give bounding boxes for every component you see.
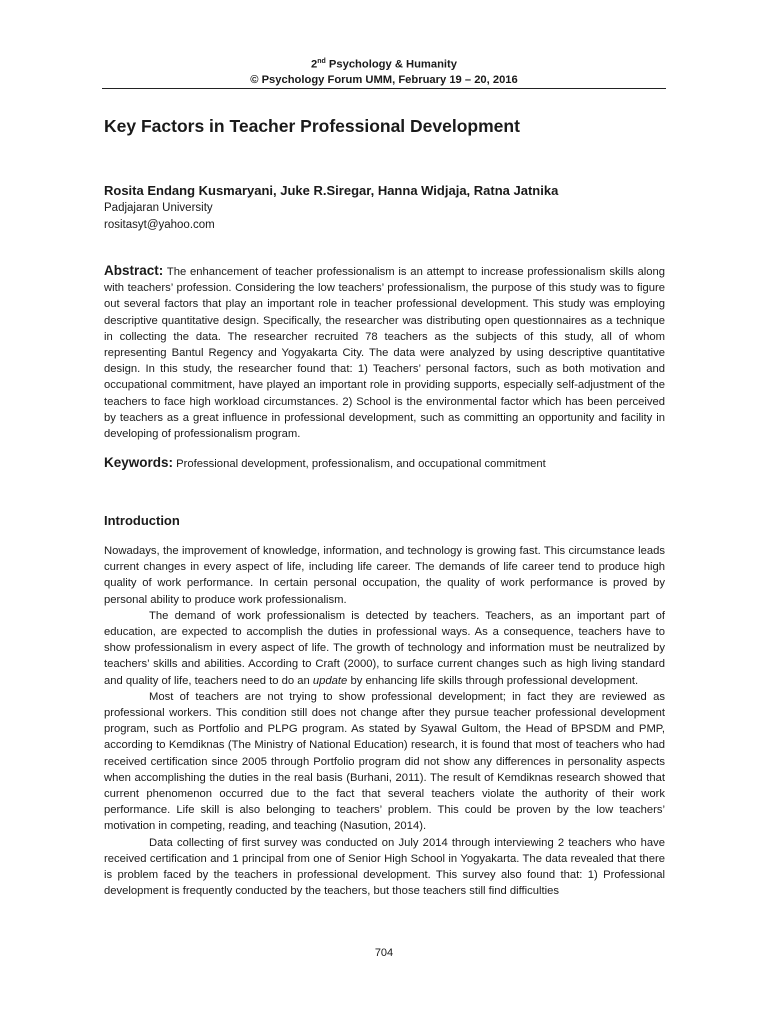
conference-header	[102, 54, 666, 88]
affiliation: Padjajaran University	[104, 202, 213, 214]
author-list: Rosita Endang Kusmaryani, Juke R.Siregar, Hanna Widjaja, Ratna Jatnika	[104, 183, 559, 198]
keywords-label: Keywords:	[104, 455, 174, 470]
page-number: 704	[374, 947, 394, 959]
paragraph: The demand of work professionalism is detected by teachers. Teachers, as an important part of education, are expected to accomplish the duties in professional ways. As a consequence, teachers have to show professionalism in every aspect of life. The growth of technology and information must be neutralized by teachers’ skills and abilities. According to Craft (2000), to surface current changes such as high living standard and quality of life, teachers need to do an update by enhancing life skills through professional development.	[104, 609, 665, 687]
abstract	[104, 263, 665, 442]
paper-title: Key Factors in Teacher Professional Development	[104, 116, 520, 136]
introduction-body	[104, 543, 665, 899]
keywords-text: Professional development, professionalism, and occupational commitment	[176, 458, 546, 470]
conference-name: 2nd Psychology & Humanity	[311, 58, 457, 71]
conference-details: © Psychology Forum UMM, February 19 – 20, 2016	[250, 73, 518, 86]
section-heading-introduction: Introduction	[104, 513, 180, 528]
author-affiliation-block	[104, 200, 215, 234]
paragraph: Data collecting of first survey was conducted on July 2014 through interviewing 2 teachers who have received certification and 1 principal from one of Senior High School in Yogyakarta. The data revealed that there is problem faced by the teachers in professional development. This survey also found that: 1) Professional development is frequently conducted by the teachers, but those teachers still find difficulties	[104, 836, 665, 898]
paragraph: Most of teachers are not trying to show professional development; in fact they are reviewed as professional workers. This condition still does not change after they pursue teacher professional development program, such as Portfolio and PLPG program. As stated by Syawal Gultom, the Head of BPSDM and PMP, according to Kemdiknas (The Ministry of National Education) research, it is found that most of teachers who had received certification since 2005 through Portfolio program did not show any differences in personality aspects when accomplishing the duties in the real basis (Burhani, 2011). The result of Kemdiknas research showed that current phenomenon occurred due to the fact that several teachers violate the authority of their work performance. Life skill is also belonging to teachers’ problem. This could be proven by the low teachers’ motivation in competing, reading, and teaching (Nasution, 2014).	[104, 690, 665, 833]
header-divider	[102, 88, 666, 89]
abstract-label: Abstract:	[104, 263, 164, 278]
author-email: rositasyt@yahoo.com	[104, 219, 215, 231]
keywords	[104, 455, 665, 470]
paragraph: Nowadays, the improvement of knowledge, information, and technology is growing fast. This circumstance leads current changes in every aspect of life, including life career. The demands of life career tend to produce high quality of work performance. In certain personal occupation, the quality of work performance is proved by personal ability to produce work professionalism.	[104, 545, 665, 606]
abstract-text: The enhancement of teacher professionalism is an attempt to increase professionalism skills along with teachers’ profession. Considering the low teachers’ professionalism, the purpose of this study was to figure out several factors that play an important role in teacher professional development. This study was employing descriptive quantitative design. Specifically, the researcher was distributing open questionnaires as a technique in collecting the data. The researcher recruited 78 teachers as the subjects of this study, all of whom representing Bantul Regency and Yogyakarta City. The data were analyzed by using descriptive quantitative design. In this study, the researcher found that: 1) Teachers’ personal factors, such as both motivation and occupational commitment, have played an important role in providing supports, especially self-adjustment of the teachers to face high workload circumstances. 2) School is the environmental factor which has been perceived by teachers as a great influence in professional development, such as committing an opportunity and facility in developing of professionalism program.	[104, 266, 665, 441]
